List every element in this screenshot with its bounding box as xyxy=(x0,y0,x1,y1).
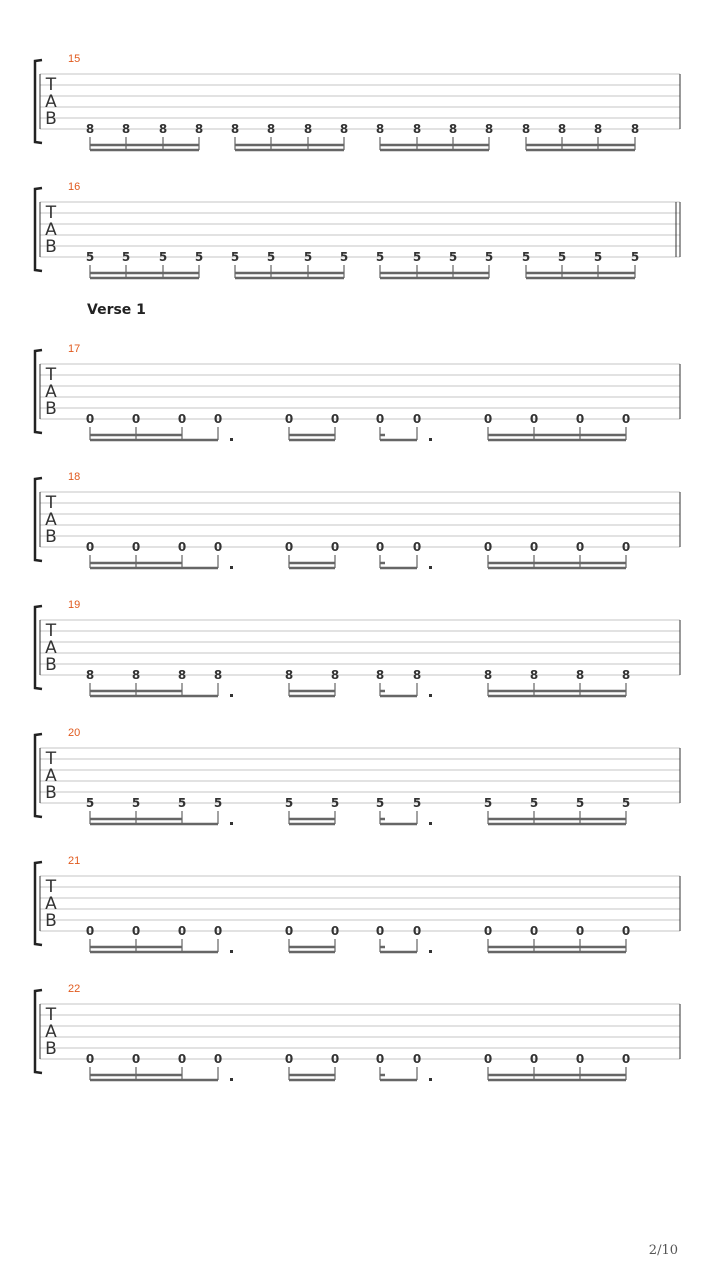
fret-number: 5 xyxy=(213,796,223,810)
fret-number: 8 xyxy=(194,122,204,136)
measure-number: 19 xyxy=(68,599,81,611)
fret-number: 5 xyxy=(375,250,385,264)
fret-number: 8 xyxy=(484,122,494,136)
fret-number: 5 xyxy=(630,250,640,264)
measure-number: 17 xyxy=(68,343,81,355)
fret-number: 0 xyxy=(213,412,223,426)
tab-clef-letter: A xyxy=(45,92,57,112)
fret-number: 5 xyxy=(521,250,531,264)
fret-number: 0 xyxy=(529,924,539,938)
fret-number: 0 xyxy=(621,924,631,938)
fret-number: 0 xyxy=(575,924,585,938)
staff-system-17 xyxy=(35,302,680,441)
fret-number: 0 xyxy=(284,1052,294,1066)
tab-clef-letter: B xyxy=(45,399,57,419)
measure-number: 20 xyxy=(68,727,81,739)
tab-clef-letter: T xyxy=(45,749,57,769)
rhythm-dot xyxy=(429,950,432,953)
system-bracket xyxy=(35,478,42,561)
fret-number: 0 xyxy=(375,412,385,426)
fret-number: 5 xyxy=(412,250,422,264)
fret-number: 5 xyxy=(484,250,494,264)
fret-number: 0 xyxy=(85,412,95,426)
fret-number: 8 xyxy=(412,668,422,682)
fret-number: 5 xyxy=(266,250,276,264)
fret-number: 5 xyxy=(194,250,204,264)
fret-number: 5 xyxy=(575,796,585,810)
rhythm-dot xyxy=(230,950,233,953)
rhythm-dot xyxy=(230,566,233,569)
fret-number: 0 xyxy=(177,412,187,426)
fret-number: 0 xyxy=(529,412,539,426)
tab-clef-letter: B xyxy=(45,237,57,257)
system-bracket xyxy=(35,606,42,689)
fret-number: 5 xyxy=(557,250,567,264)
fret-number: 8 xyxy=(330,668,340,682)
staff-system-16 xyxy=(35,181,680,278)
system-bracket xyxy=(35,188,42,271)
fret-number: 8 xyxy=(621,668,631,682)
fret-number: 8 xyxy=(284,668,294,682)
fret-number: 5 xyxy=(158,250,168,264)
system-bracket xyxy=(35,734,42,817)
fret-number: 5 xyxy=(412,796,422,810)
fret-number: 8 xyxy=(158,122,168,136)
fret-number: 5 xyxy=(85,250,95,264)
fret-number: 0 xyxy=(85,1052,95,1066)
fret-number: 0 xyxy=(177,1052,187,1066)
fret-number: 0 xyxy=(131,540,141,554)
tab-clef-letter: T xyxy=(45,75,57,95)
fret-number: 8 xyxy=(375,668,385,682)
tab-clef-letter: B xyxy=(45,655,57,675)
tab-clef-letter: T xyxy=(45,493,57,513)
fret-number: 8 xyxy=(131,668,141,682)
fret-number: 5 xyxy=(339,250,349,264)
fret-number: 0 xyxy=(412,924,422,938)
fret-number: 0 xyxy=(412,1052,422,1066)
tab-clef-letter: A xyxy=(45,382,57,402)
fret-number: 5 xyxy=(85,796,95,810)
tab-clef-letter: B xyxy=(45,783,57,803)
fret-number: 0 xyxy=(284,924,294,938)
rhythm-dot xyxy=(429,694,432,697)
fret-number: 5 xyxy=(230,250,240,264)
measure-number: 16 xyxy=(68,181,81,193)
fret-number: 0 xyxy=(330,540,340,554)
measure-number: 18 xyxy=(68,471,81,483)
fret-number: 0 xyxy=(375,1052,385,1066)
fret-number: 8 xyxy=(375,122,385,136)
fret-number: 8 xyxy=(630,122,640,136)
fret-number: 0 xyxy=(375,924,385,938)
fret-number: 0 xyxy=(412,412,422,426)
fret-number: 8 xyxy=(448,122,458,136)
fret-number: 0 xyxy=(85,924,95,938)
fret-number: 8 xyxy=(230,122,240,136)
fret-number: 0 xyxy=(213,540,223,554)
rhythm-dot xyxy=(230,822,233,825)
tab-clef-letter: A xyxy=(45,510,57,530)
fret-number: 0 xyxy=(375,540,385,554)
fret-number: 0 xyxy=(575,412,585,426)
fret-number: 5 xyxy=(529,796,539,810)
rhythm-dot xyxy=(429,822,432,825)
fret-number: 5 xyxy=(330,796,340,810)
fret-number: 0 xyxy=(213,1052,223,1066)
fret-number: 8 xyxy=(557,122,567,136)
fret-number: 8 xyxy=(593,122,603,136)
fret-number: 0 xyxy=(330,924,340,938)
fret-number: 8 xyxy=(575,668,585,682)
tab-clef-letter: T xyxy=(45,1005,57,1025)
fret-number: 0 xyxy=(131,1052,141,1066)
rhythm-dot xyxy=(230,1078,233,1081)
rhythm-dot xyxy=(429,1078,432,1081)
fret-number: 5 xyxy=(621,796,631,810)
fret-number: 0 xyxy=(529,1052,539,1066)
fret-number: 5 xyxy=(131,796,141,810)
fret-number: 8 xyxy=(529,668,539,682)
tab-clef-letter: T xyxy=(45,877,57,897)
rhythm-dot xyxy=(429,566,432,569)
section-label: Verse 1 xyxy=(87,302,146,318)
system-bracket xyxy=(35,350,42,433)
fret-number: 0 xyxy=(529,540,539,554)
fret-number: 8 xyxy=(339,122,349,136)
tab-clef-letter: B xyxy=(45,527,57,547)
tab-clef-letter: A xyxy=(45,1022,57,1042)
fret-number: 0 xyxy=(177,924,187,938)
system-bracket xyxy=(35,60,42,143)
fret-number: 0 xyxy=(483,1052,493,1066)
measure-number: 21 xyxy=(68,855,81,867)
tab-clef-letter: A xyxy=(45,894,57,914)
fret-number: 0 xyxy=(85,540,95,554)
fret-number: 8 xyxy=(266,122,276,136)
fret-number: 0 xyxy=(330,412,340,426)
tab-clef-letter: B xyxy=(45,109,57,129)
tab-clef-letter: B xyxy=(45,911,57,931)
fret-number: 8 xyxy=(303,122,313,136)
tab-clef-letter: A xyxy=(45,220,57,240)
tab-clef-letter: A xyxy=(45,766,57,786)
fret-number: 0 xyxy=(621,1052,631,1066)
fret-number: 5 xyxy=(177,796,187,810)
fret-number: 0 xyxy=(483,924,493,938)
fret-number: 0 xyxy=(177,540,187,554)
measure-number: 15 xyxy=(68,53,81,65)
fret-number: 5 xyxy=(483,796,493,810)
fret-number: 8 xyxy=(85,668,95,682)
tab-clef-letter: T xyxy=(45,365,57,385)
fret-number: 0 xyxy=(330,1052,340,1066)
fret-number: 0 xyxy=(284,412,294,426)
fret-number: 0 xyxy=(131,924,141,938)
staff-system-19 xyxy=(35,599,680,697)
fret-number: 5 xyxy=(593,250,603,264)
fret-number: 5 xyxy=(284,796,294,810)
system-bracket xyxy=(35,990,42,1073)
fret-number: 0 xyxy=(131,412,141,426)
tab-clef-letter: T xyxy=(45,621,57,641)
fret-number: 0 xyxy=(483,540,493,554)
fret-number: 8 xyxy=(177,668,187,682)
system-bracket xyxy=(35,862,42,945)
fret-number: 5 xyxy=(303,250,313,264)
page-number: 2/10 xyxy=(648,1243,678,1258)
fret-number: 0 xyxy=(213,924,223,938)
fret-number: 8 xyxy=(121,122,131,136)
fret-number: 0 xyxy=(621,540,631,554)
tab-clef-letter: T xyxy=(45,203,57,223)
fret-number: 0 xyxy=(284,540,294,554)
fret-number: 0 xyxy=(621,412,631,426)
fret-number: 5 xyxy=(448,250,458,264)
fret-number: 0 xyxy=(575,1052,585,1066)
fret-number: 0 xyxy=(575,540,585,554)
fret-number: 8 xyxy=(483,668,493,682)
rhythm-dot xyxy=(429,438,432,441)
fret-number: 5 xyxy=(375,796,385,810)
measure-number: 22 xyxy=(68,983,81,995)
fret-number: 8 xyxy=(213,668,223,682)
fret-number: 8 xyxy=(521,122,531,136)
fret-number: 8 xyxy=(85,122,95,136)
staff-system-18 xyxy=(35,471,680,569)
fret-number: 0 xyxy=(412,540,422,554)
staff-system-15 xyxy=(35,53,680,150)
staff-system-20 xyxy=(35,727,680,825)
tab-clef-letter: B xyxy=(45,1039,57,1059)
staff-system-21 xyxy=(35,855,680,953)
rhythm-dot xyxy=(230,438,233,441)
rhythm-dot xyxy=(230,694,233,697)
fret-number: 5 xyxy=(121,250,131,264)
staff-system-22 xyxy=(35,983,680,1081)
tab-clef-letter: A xyxy=(45,638,57,658)
fret-number: 0 xyxy=(483,412,493,426)
fret-number: 8 xyxy=(412,122,422,136)
